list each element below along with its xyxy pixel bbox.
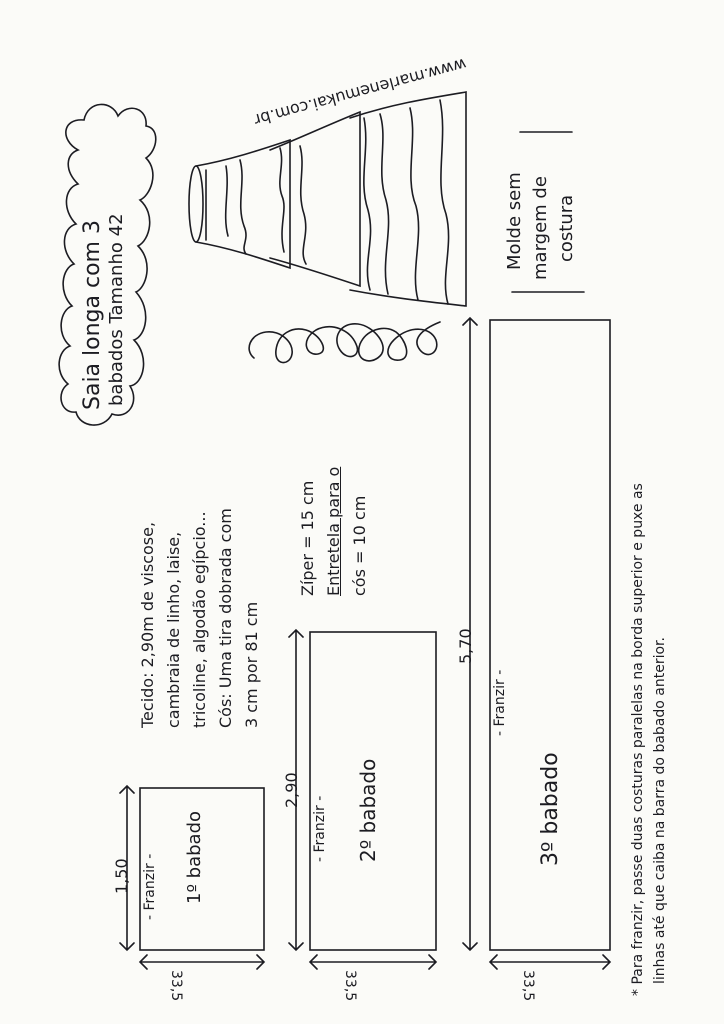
piece-3-height-arrow	[490, 955, 610, 969]
title-line-2: babados Tamanho 42	[106, 213, 127, 406]
signature	[249, 322, 440, 363]
notion-waistband: cós = 10 cm	[350, 495, 369, 596]
piece-2-gather-label: - Franzir -	[312, 795, 328, 862]
materials-line-3: tricoline, algodão egípcio...	[190, 511, 209, 728]
piece-2-label: 2º babado	[356, 758, 380, 862]
notion-interfacing: Entretela para o	[324, 466, 343, 596]
materials-line-2: cambraia de linho, laise,	[164, 531, 183, 728]
title-line-1: Saia longa com 3	[80, 220, 105, 410]
footnote-line-1: * Para franzir, passe duas costuras paralelas na borda superior e puxe as	[630, 483, 646, 996]
notion-zipper: Zíper = 15 cm	[298, 480, 317, 596]
note-line-1: Molde sem	[504, 172, 525, 270]
piece-3-label: 3º babado	[538, 752, 563, 866]
skirt-illustration	[189, 92, 466, 306]
materials-line-4: Cós: Uma tira dobrada com	[216, 508, 235, 728]
piece-1-width-label: 1,50	[112, 858, 131, 894]
website-label: www.marlenemukai.com.br	[251, 54, 469, 130]
piece-3-gather-label: - Franzir -	[492, 669, 508, 736]
piece-2-height-arrow	[310, 955, 436, 969]
piece-1-height-label: 33,5	[168, 970, 184, 1002]
materials-line-5: 3 cm por 81 cm	[242, 601, 261, 728]
piece-2-width-label: 2,90	[282, 772, 301, 808]
materials-line-1: Tecido: 2,90m de viscose,	[138, 521, 157, 728]
footnote-line-2: linhas até que caiba na barra do babado anterior.	[652, 637, 668, 984]
piece-1-height-arrow	[140, 955, 264, 969]
piece-3-height-label: 33,5	[520, 970, 536, 1002]
piece-1-label: 1º babado	[184, 810, 205, 904]
piece-2-height-label: 33,5	[342, 970, 358, 1002]
note-line-2: margem de	[530, 176, 551, 280]
note-line-3: costura	[556, 194, 577, 262]
piece-3-width-label: 5,70	[456, 628, 475, 664]
piece-1-gather-label: - Franzir -	[142, 853, 158, 920]
